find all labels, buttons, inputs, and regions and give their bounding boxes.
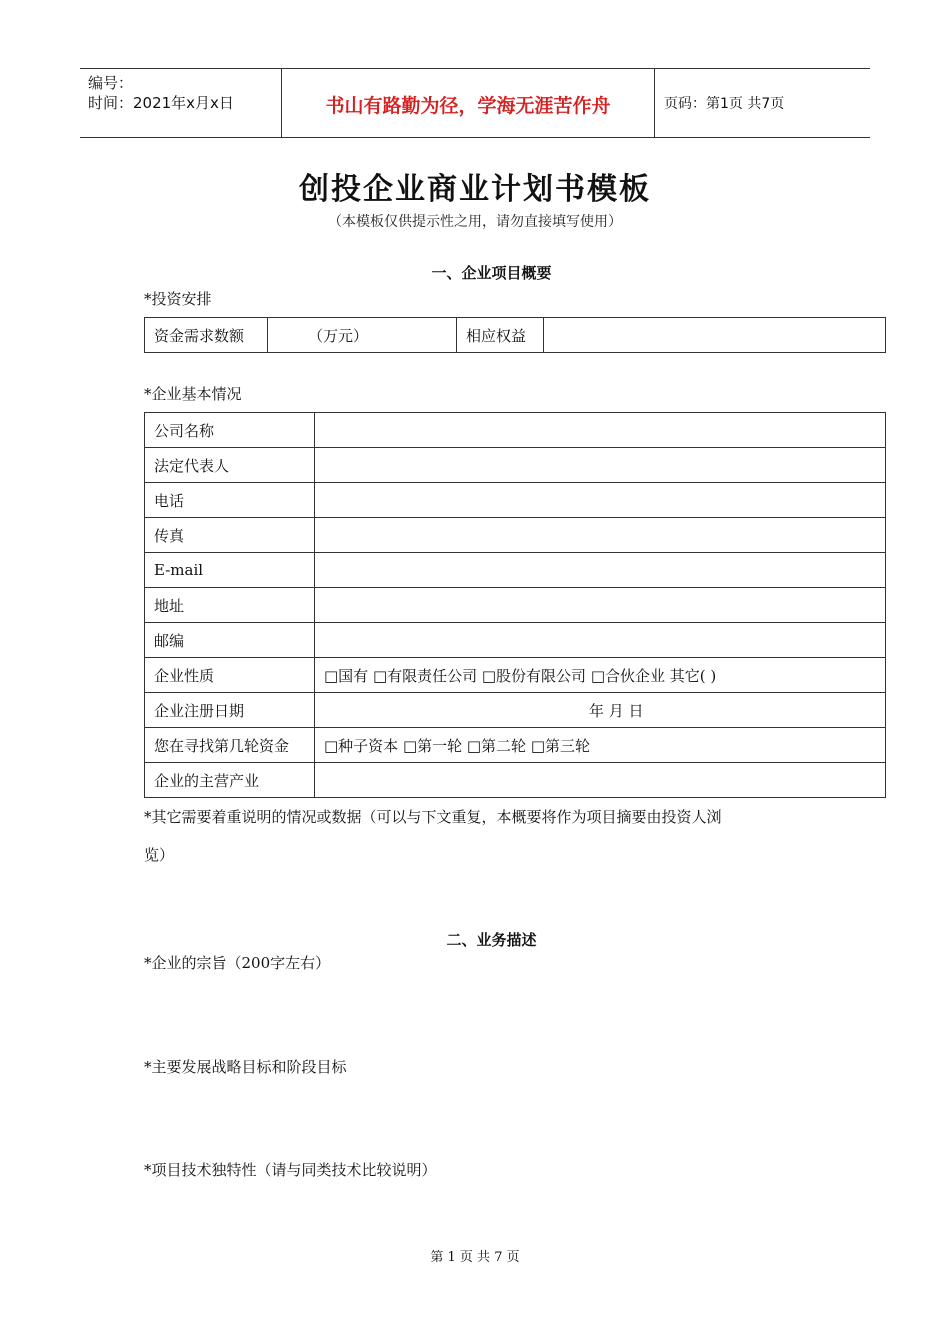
row-label: 传真 <box>145 518 315 553</box>
row-label: 地址 <box>145 588 315 623</box>
table-row <box>145 448 886 483</box>
row-value-field[interactable] <box>315 553 886 588</box>
table-row <box>145 763 886 798</box>
time-label: 时间：2021年x月x日 <box>88 94 234 112</box>
funding-label-cell: 资金需求数额 <box>145 318 268 353</box>
row-value-field[interactable]: □种子资本 □第一轮 □第二轮 □第三轮 <box>315 728 886 763</box>
row-label: 企业注册日期 <box>145 693 315 728</box>
row-label: 您在寻找第几轮资金 <box>145 728 315 763</box>
row-label: 企业的主营产业 <box>145 763 315 798</box>
row-label: 企业性质 <box>145 658 315 693</box>
row-value-field[interactable] <box>315 448 886 483</box>
business-item-technology: *项目技术独特性（请与同类技术比较说明） <box>144 1161 437 1179</box>
investment-table <box>144 317 886 353</box>
row-label: 公司名称 <box>145 413 315 448</box>
row-value-field[interactable]: □国有 □有限责任公司 □股份有限公司 □合伙企业 其它( ) <box>315 658 886 693</box>
row-value-field[interactable]: 年 月 日 <box>315 693 886 728</box>
document-title: 创投企业商业计划书模板 <box>299 172 651 207</box>
row-value-field[interactable] <box>315 518 886 553</box>
row-label: 法定代表人 <box>145 448 315 483</box>
table-row <box>145 588 886 623</box>
other-note-line1: *其它需要着重说明的情况或数据（可以与下文重复，本概要将作为项目摘要由投资人浏 <box>144 808 722 826</box>
header-meta <box>88 73 234 113</box>
document-subtitle: （本模板仅供提示性之用，请勿直接填写使用） <box>328 214 622 230</box>
table-row <box>145 693 886 728</box>
row-label: 电话 <box>145 483 315 518</box>
number-label: 编号： <box>88 74 134 92</box>
row-value-field[interactable] <box>315 483 886 518</box>
equity-field[interactable] <box>544 318 886 353</box>
basic-info-table <box>144 412 886 798</box>
other-note-line2: 览） <box>144 846 175 864</box>
table-row <box>145 483 886 518</box>
table-row <box>145 413 886 448</box>
row-value-field[interactable] <box>315 763 886 798</box>
table-row <box>145 728 886 763</box>
header-page-info: 页码：第1页 共7页 <box>664 96 785 112</box>
row-label: E-mail <box>145 553 315 588</box>
row-value-field[interactable] <box>315 588 886 623</box>
equity-label-cell: 相应权益 <box>457 318 544 353</box>
row-value-field[interactable] <box>315 623 886 658</box>
section-heading-overview: 一、企业项目概要 <box>431 264 552 282</box>
row-label: 邮编 <box>145 623 315 658</box>
table-row <box>145 318 886 353</box>
section-heading-business: 二、业务描述 <box>446 931 537 949</box>
business-item-purpose: *企业的宗旨（200字左右） <box>144 954 331 972</box>
investment-label: *投资安排 <box>144 290 212 308</box>
basic-info-label: *企业基本情况 <box>144 385 242 403</box>
document-header <box>80 68 870 138</box>
table-row <box>145 623 886 658</box>
row-value-field[interactable] <box>315 413 886 448</box>
page-footer: 第 1 页 共 7 页 <box>430 1250 520 1265</box>
header-motto: 书山有路勤为径，学海无涯苦作舟 <box>325 95 611 117</box>
table-row <box>145 553 886 588</box>
table-row <box>145 518 886 553</box>
table-row <box>145 658 886 693</box>
business-item-strategy: *主要发展战略目标和阶段目标 <box>144 1058 347 1076</box>
header-divider <box>654 69 655 137</box>
funding-amount-field[interactable]: （万元） <box>268 318 457 353</box>
